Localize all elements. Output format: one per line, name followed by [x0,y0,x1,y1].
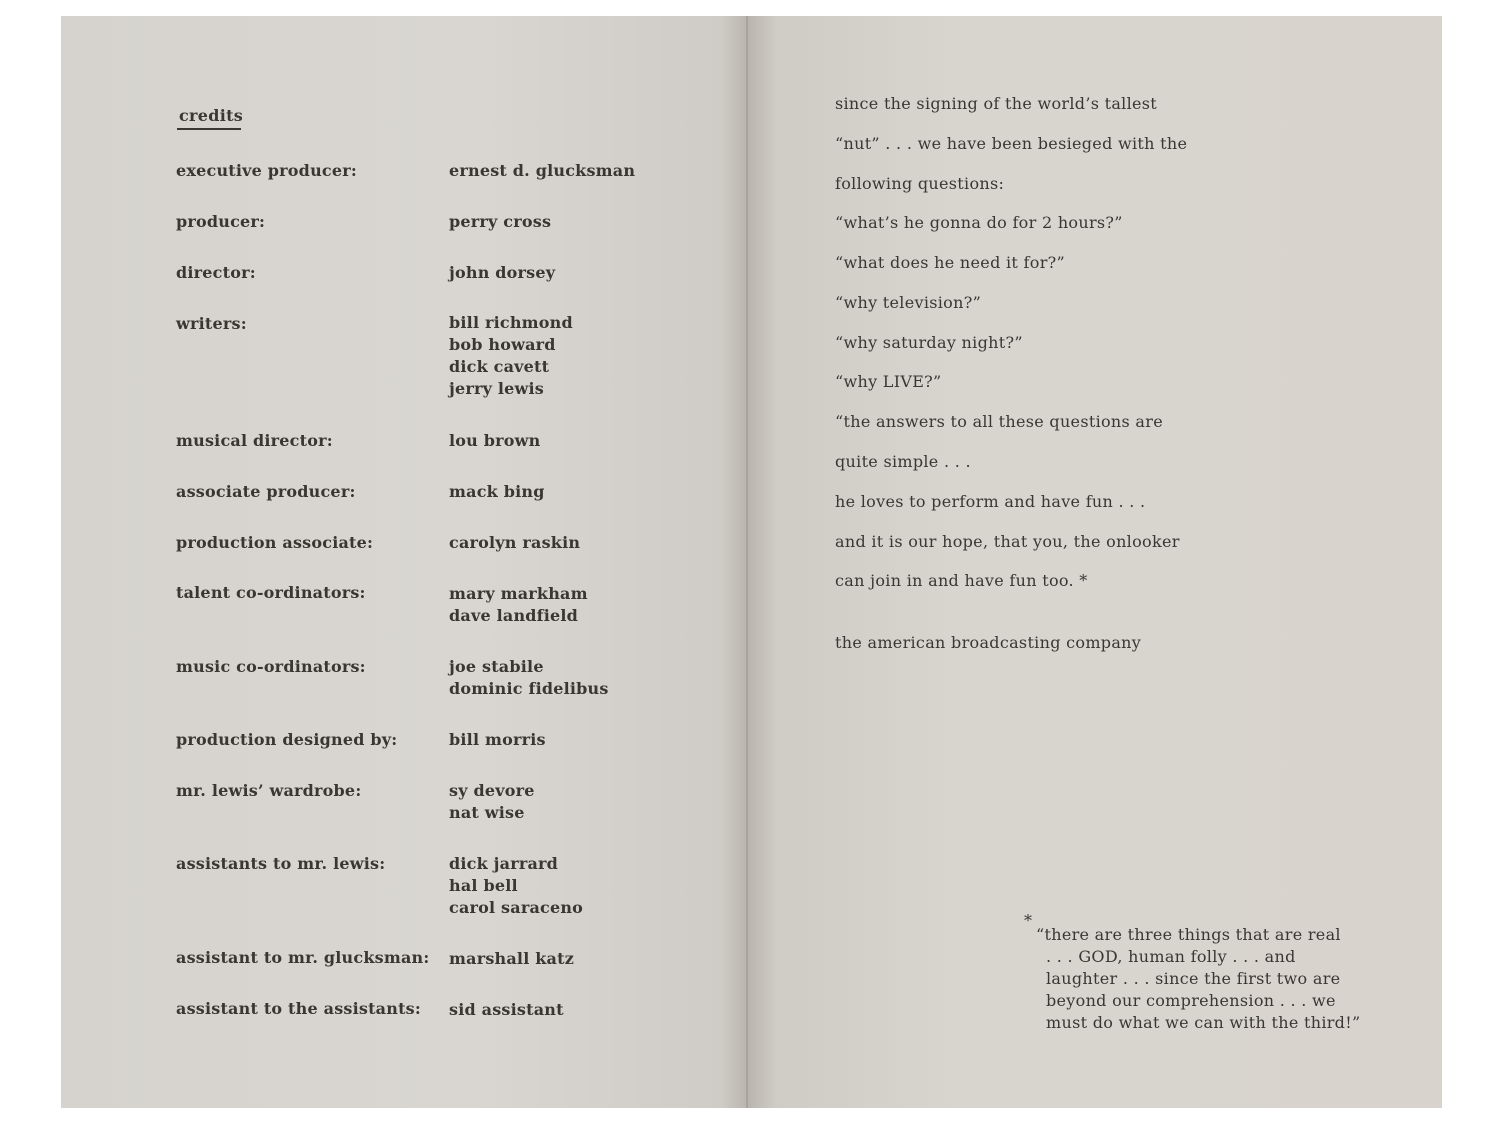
credit-names: bill morris [449,730,546,749]
credit-role: production designed by: [176,730,398,749]
body-line: “why saturday night?” [835,333,1023,352]
body-line: he loves to perform and have fun . . . [835,492,1146,511]
credit-names: sid assistant [449,1000,564,1019]
credit-role: executive producer: [176,161,357,180]
credit-role: musical director: [176,431,333,450]
credit-names: carolyn raskin [449,533,581,552]
credit-names: mary markham dave landfield [449,584,588,625]
credit-role: assistant to mr. glucksman: [176,948,430,967]
body-line: “what does he need it for?” [835,253,1065,272]
credit-names: ernest d. glucksman [449,161,636,180]
credit-names: joe stabile dominic fidelibus [449,657,609,698]
credit-names: perry cross [449,212,552,231]
left-page [61,16,748,1108]
body-line: and it is our hope, that you, the onlooker [835,532,1180,551]
credit-role: associate producer: [176,482,356,501]
credit-role: mr. lewis’ wardrobe: [176,781,362,800]
credits-heading-underline [177,128,241,130]
signature: the american broadcasting company [835,633,1142,652]
body-line: “why LIVE?” [835,372,942,391]
credit-names: sy devore nat wise [449,781,535,822]
credit-names: dick jarrard hal bell carol saraceno [449,854,584,917]
body-line: “what’s he gonna do for 2 hours?” [835,213,1123,232]
body-line: quite simple . . . [835,452,971,471]
body-line: “why television?” [835,293,982,312]
credit-role: talent co-ordinators: [176,583,366,602]
body-line: “the answers to all these questions are [835,412,1163,431]
credit-names: lou brown [449,431,541,450]
credit-role: assistant to the assistants: [176,999,421,1018]
credit-role: production associate: [176,533,374,552]
credits-heading: credits [179,106,244,125]
footnote-quote: “there are three things that are real . . . GOD, human folly . . . and laughter . . . since the first two are beyond our comprehension . . . we must do what we can with the third!” [1036,925,1361,1032]
credit-role: music co-ordinators: [176,657,366,676]
credit-role: producer: [176,212,266,231]
credit-names: bill richmond bob howard dick cavett jerry lewis [449,313,573,398]
body-line: following questions: [835,174,1005,193]
credit-role: director: [176,263,256,282]
credit-names: mack bing [449,482,545,501]
footnote-mark: * [1024,911,1032,930]
book-gutter [746,16,748,1108]
body-line: can join in and have fun too. * [835,571,1088,590]
credit-role: assistants to mr. lewis: [176,854,386,873]
body-line: since the signing of the world’s tallest [835,94,1158,113]
body-line: “nut” . . . we have been besieged with the [835,134,1188,153]
credit-names: john dorsey [449,263,556,282]
credit-role: writers: [176,314,247,333]
credit-names: marshall katz [449,949,574,968]
